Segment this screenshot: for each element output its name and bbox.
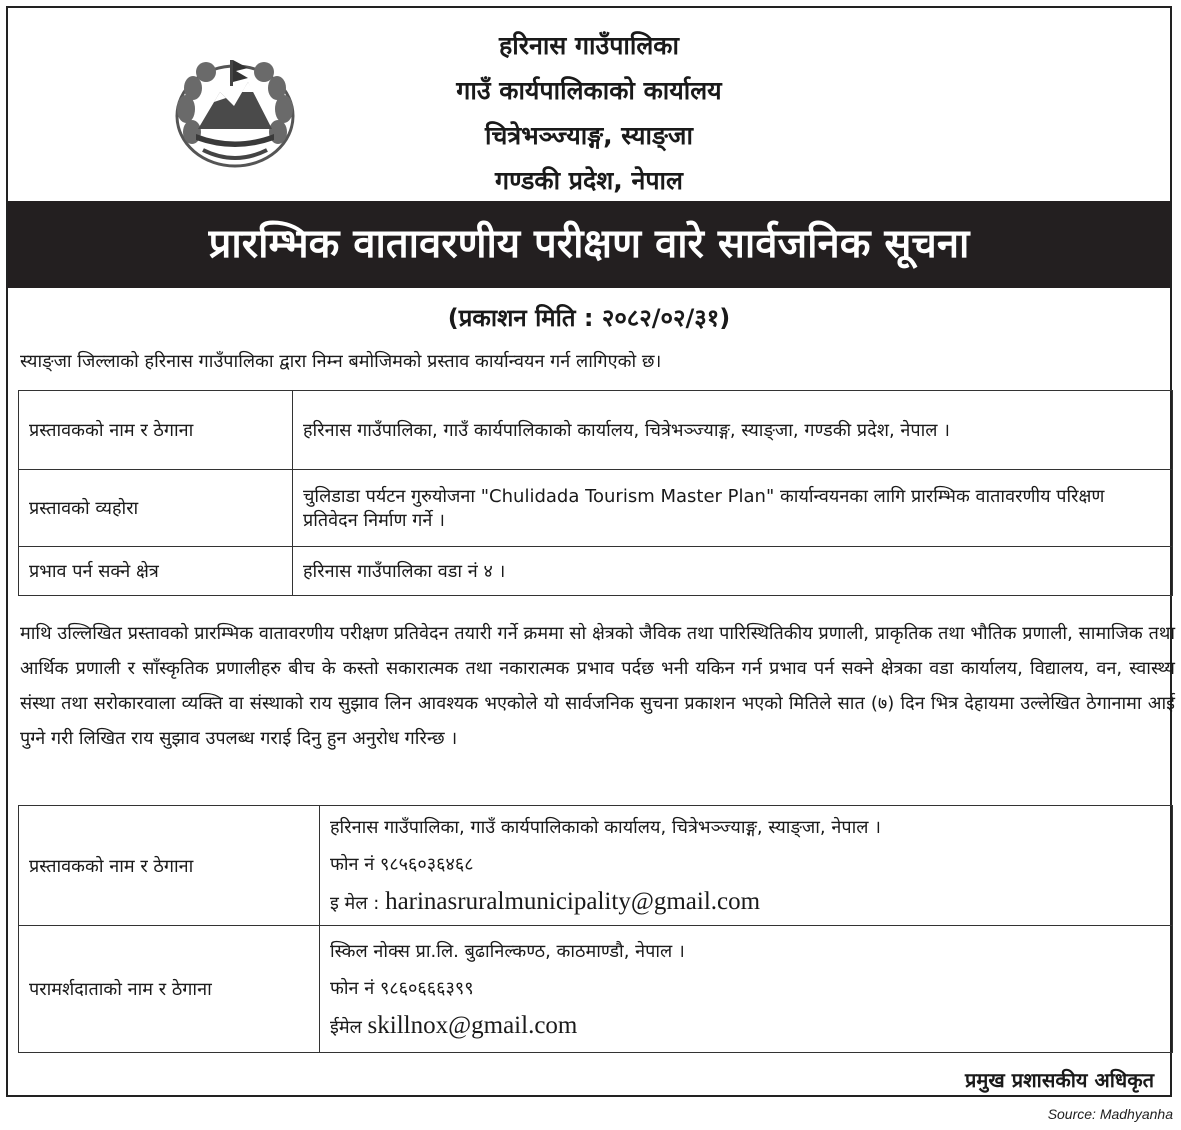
table-row: [19, 806, 1173, 926]
affected-area-label: प्रभाव पर्न सक्ने क्षेत्र: [19, 547, 293, 596]
consultant-phone: फोन नं ९८६०६६६३९९: [330, 977, 474, 999]
contact-proponent-details: [320, 806, 1173, 926]
office-name: गाउँ कार्यपालिकाको कार्यालय: [456, 76, 722, 105]
proponent-email-link[interactable]: harinasruralmunicipality@gmail.com: [385, 888, 761, 915]
table-row: [19, 391, 1173, 470]
table-row: [19, 926, 1173, 1053]
affected-area-value: हरिनास गाउँपालिका वडा नं ४ ।: [293, 547, 1173, 596]
publication-date: (प्रकाशन मिति : २०८२/०२/३१): [447, 304, 731, 332]
consultant-email-row: [330, 1007, 1162, 1046]
proposal-subject-label: प्रस्तावको व्यहोरा: [19, 470, 293, 547]
signatory-title: प्रमुख प्रशासकीय अधिकृत: [965, 1068, 1154, 1092]
proponent-email-label: इ मेल :: [330, 893, 380, 914]
table-row: [19, 470, 1173, 547]
proposal-table: [18, 390, 1173, 596]
proposal-subject-value: चुलिडाडा पर्यटन गुरुयोजना "Chulidada Tourism Master Plan" कार्यान्वयनका लागि प्रारम्भिक वातावरणीय परिक्षण प्रतिवेदन निर्माण गर्ने ।: [293, 470, 1173, 547]
consultant-address: स्किल नोक्स प्रा.लि. बुढानिल्कण्ठ, काठमाण्डौ, नेपाल ।: [330, 940, 685, 962]
proponent-email-row: [330, 883, 1162, 922]
notice-title: प्रारम्भिक वातावरणीय परीक्षण वारे सार्वजनिक सूचना: [8, 201, 1170, 288]
contact-table: [18, 805, 1173, 1053]
province-country: गण्डकी प्रदेश, नेपाल: [495, 166, 683, 195]
proponent-phone: फोन नं ९८५६०३६४६८: [330, 854, 474, 875]
proponent-address: हरिनास गाउँपालिका, गाउँ कार्यपालिकाको कार्यालय, चित्रेभञ्ज्याङ्ग, स्याङ्जा, नेपाल ।: [330, 817, 882, 838]
municipality-name: हरिनास गाउँपालिका: [499, 31, 679, 60]
intro-text: स्याङ्जा जिल्लाको हरिनास गाउँपालिका द्वारा निम्न बमोजिमको प्रस्ताव कार्यान्वयन गर्न लागिएको छ।: [20, 351, 662, 372]
notice-frame: [6, 6, 1175, 1097]
nepal-government-emblem-icon: [168, 54, 303, 174]
consultant-email-link[interactable]: skillnox@gmail.com: [367, 1011, 578, 1039]
table-row: [19, 547, 1173, 596]
source-credit: Source: Madhyanha: [1047, 1106, 1173, 1122]
office-location: चित्रेभञ्ज्याङ्ग, स्याङ्जा: [485, 121, 693, 150]
body-paragraph: माथि उल्लिखित प्रस्तावको प्रारम्भिक वातावरणीय परीक्षण प्रतिवेदन तयारी गर्ने क्रममा सो क्षेत्रको जैविक तथा पारिस्थितिकीय प्रणाली, प्राकृतिक तथा भौतिक प्रणाली, सामाजिक तथा आर्थिक प्रणाली र साँस्कृतिक प्रणालीहरु बीच के कस्तो सकारात्मक तथा नकारात्मक प्रभाव पर्दछ भनी यकिन गर्न प्रभाव पर्न सक्ने क्षेत्रका वडा कार्यालय, विद्यालय, वन, स्वास्थ्य संस्था तथा सरोकारवाला व्यक्ति वा संस्थाको राय सुझाव लिन आवश्यक भएकोले यो सार्वजनिक सुचना प्रकाशन भएको मितिले सात (७) दिन भित्र देहायमा उल्लेखित ठेगानामा आई पुग्ने गरी लिखित राय सुझाव उपलब्ध गराई दिनु हुन अनुरोध गरिन्छ ।: [20, 623, 1175, 749]
consultant-email-label: ईमेल: [330, 1016, 362, 1038]
proponent-label: प्रस्तावकको नाम र ठेगाना: [19, 391, 293, 470]
contact-proponent-label: प्रस्तावकको नाम र ठेगाना: [19, 806, 320, 926]
proponent-value: हरिनास गाउँपालिका, गाउँ कार्यपालिकाको कार्यालय, चित्रेभञ्ज्याङ्ग, स्याङ्जा, गण्डकी प्रदेश, नेपाल ।: [293, 391, 1173, 470]
contact-consultant-details: [320, 926, 1173, 1053]
contact-consultant-label: परामर्शदाताको नाम र ठेगाना: [19, 926, 320, 1053]
